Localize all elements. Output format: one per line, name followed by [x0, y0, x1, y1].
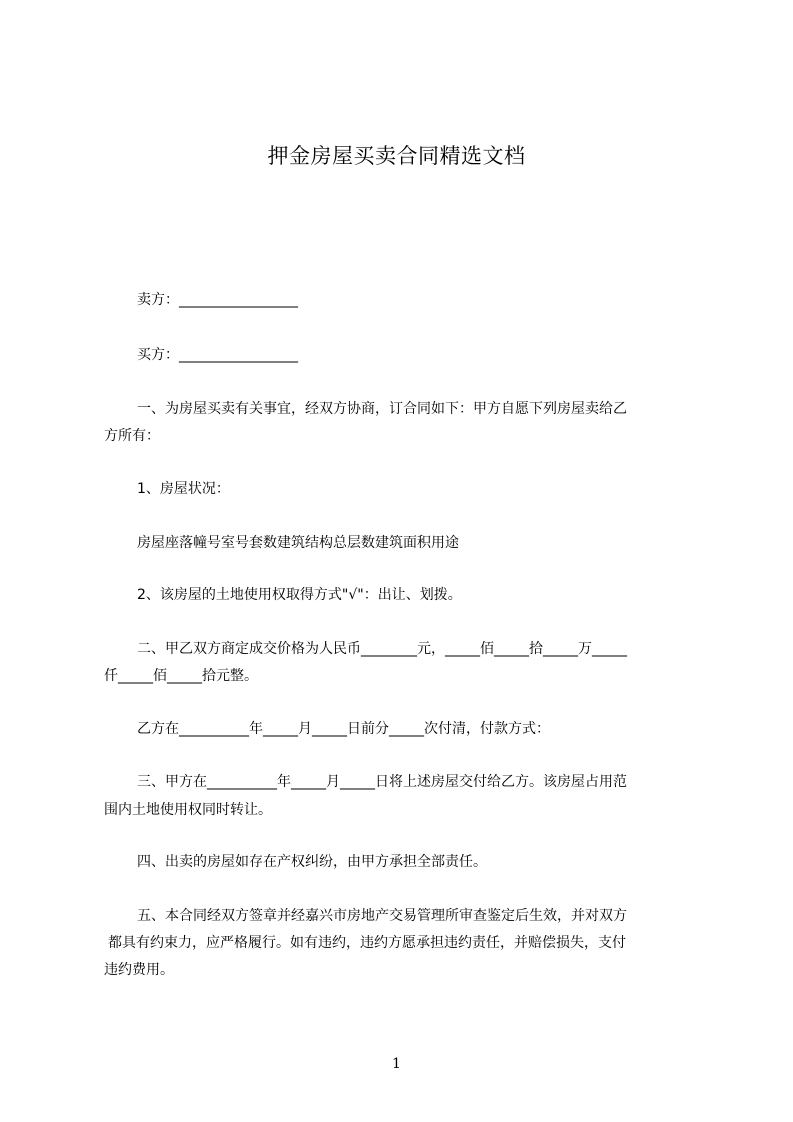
clause-5-line-1: 五、本合同经双方签章并经嘉兴市房地产交易管理所审查鉴定后生效，并对双方: [137, 908, 627, 924]
item-1-heading: 1、房屋状况：: [137, 481, 230, 497]
clause-2-line-1: 二、甲乙双方商定成交价格为人民币________元，_____佰_____拾_____万_____: [137, 641, 627, 657]
clause-5-line-3: 违约费用。: [104, 962, 174, 978]
clause-1-line-1: 一、为房屋买卖有关事宜，经双方协商，订合同如下：甲方自愿下列房屋卖给乙: [137, 401, 627, 417]
payment-line: 乙方在__________年_____月_____日前分_____次付清，付款方式：: [137, 721, 550, 737]
buyer-line: 买方：_________________: [137, 347, 298, 363]
page-number: 1: [392, 1056, 401, 1072]
clause-3-line-1: 三、甲方在__________年_____月_____日将上述房屋交付给乙方。该房屋占用范: [137, 774, 627, 790]
clause-3-line-2: 围内土地使用权同时转让。: [104, 802, 272, 818]
seller-line: 卖方：_________________: [137, 292, 298, 308]
clause-5-line-2: 都具有约束力，应严格履行。如有违约，违约方愿承担违约责任，并赔偿损失，支付: [108, 935, 626, 951]
document-title: 押金房屋买卖合同精选文档: [267, 144, 526, 168]
item-2-land-use: 2、该房屋的土地使用权取得方式"√"：出让、划拨。: [137, 587, 462, 603]
clause-4: 四、出卖的房屋如存在产权纠纷，由甲方承担全部责任。: [137, 854, 487, 870]
clause-1-line-2: 方所有：: [104, 428, 160, 444]
clause-2-line-2: 仟_____佰_____拾元整。: [104, 668, 258, 684]
property-fields: 房屋座落幢号室号套数建筑结构总层数建筑面积用途: [137, 535, 459, 551]
